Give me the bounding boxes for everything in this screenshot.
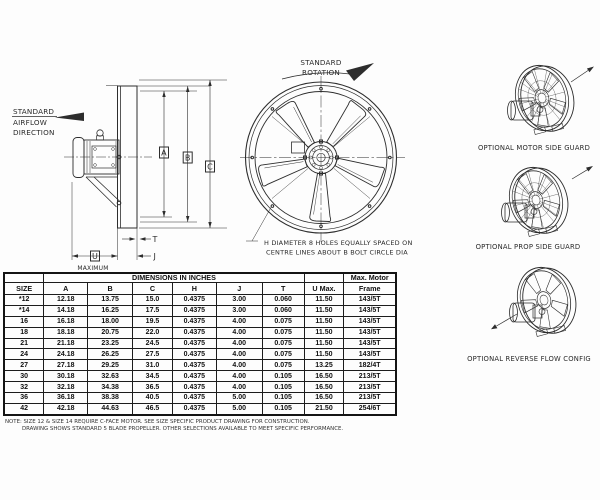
table-cell: 0.4375 [172,327,216,338]
dimension-T [122,235,158,244]
table-cell: 0.060 [262,305,304,316]
table-cell: 5.00 [216,403,262,414]
table-cell: 143/5T [344,338,396,349]
maximum-label: MAXIMUM [77,265,109,272]
table-cell-size: *12 [4,295,44,306]
reverse-flow-label: OPTIONAL REVERSE FLOW CONFIG [467,355,591,363]
table-row [4,338,396,349]
option-motor-side-guard [478,59,594,152]
table-body [4,295,396,415]
col-header-frame: Frame [344,283,396,295]
table-cell: 0.075 [262,360,304,371]
option-reverse-flow [467,261,591,363]
table-row [4,393,396,404]
table-row [4,371,396,382]
table-cell: 42.18 [44,403,88,414]
table-cell: 12.18 [44,295,88,306]
group-header-cell: DIMENSIONS IN INCHES [44,273,304,283]
table-cell: 19.5 [133,316,173,327]
table-cell: 0.075 [262,316,304,327]
col-header-b: B [88,283,133,295]
table-cell: 0.4375 [172,305,216,316]
motor-behind-hub [292,142,305,153]
note-line-2: DRAWING SHOWS STANDARD 5 BLADE PROPELLER. OTHER SELECTIONS AVAILABLE TO MEET SPECIFIC PERFORMANCE. [22,425,344,432]
table-cell: 0.075 [262,349,304,360]
col-header-j: J [216,283,262,295]
table-cell: 0.4375 [172,393,216,404]
table-cell: 4.00 [216,327,262,338]
footnotes [5,419,343,433]
dimension-U [72,251,118,272]
table-cell: 0.105 [262,371,304,382]
rotation-label-line1: STANDARD [300,58,342,67]
table-cell: 254/6T [344,403,396,414]
table-cell-size: 16 [4,316,44,327]
dimension-C [206,80,215,228]
motor-side-silhouette [64,130,152,207]
table-cell: 15.0 [133,295,173,306]
table-corner-cell [4,273,44,283]
table-cell: 182/4T [344,360,396,371]
caption-line2: CENTRE LINES ABOUT B BOLT CIRCLE DIA [266,248,408,257]
table-cell: 11.50 [304,338,344,349]
airflow-direction-label-line2: AIRFLOW [13,118,48,127]
dim-label-T: T [152,235,158,244]
extension-lines [72,80,227,260]
airflow-out-arrow-icon [571,67,594,83]
table-cell: 14.18 [44,305,88,316]
table-cell-size: 21 [4,338,44,349]
col-header-size: SIZE [4,283,44,295]
table-cell: 0.075 [262,327,304,338]
airflow-direction-label-line3: DIRECTION [13,128,55,137]
table-cell: 3.00 [216,305,262,316]
note-line-1: NOTE: SIZE 12 & SIZE 14 REQUIRE C-FACE MOTOR. SEE SIZE SPECIFIC PRODUCT DRAWING FOR CONSTRUCTION. [5,419,310,425]
table-cell-size: 24 [4,349,44,360]
table-cell-size: 27 [4,360,44,371]
prop-guard-label: OPTIONAL PROP SIDE GUARD [475,243,581,251]
table-cell: 0.4375 [172,349,216,360]
table-cell: 0.4375 [172,382,216,393]
table-row [4,316,396,327]
table-cell: 11.50 [304,295,344,306]
col-header-h: H [172,283,216,295]
table-cell: 4.00 [216,316,262,327]
table-cell: 143/5T [344,295,396,306]
table-cell: 26.25 [88,349,133,360]
table-cell: 143/5T [344,305,396,316]
table-cell: 0.075 [262,338,304,349]
table-cell: 0.105 [262,382,304,393]
table-cell: 4.00 [216,382,262,393]
table-cell: 24.5 [133,338,173,349]
table-cell: 44.63 [88,403,133,414]
table-cell: 46.5 [133,403,173,414]
table-cell: 11.50 [304,305,344,316]
table-cell: 4.00 [216,360,262,371]
col-header-u-max: U Max. [304,283,344,295]
table-cell: 30.18 [44,371,88,382]
table-cell: 3.00 [216,295,262,306]
table-cell-size: 30 [4,371,44,382]
table-cell: 31.0 [133,360,173,371]
table-row [4,403,396,414]
col-header-a: A [44,283,88,295]
table-cell-size: 32 [4,382,44,393]
table-cell: 0.4375 [172,295,216,306]
table-cell: 0.105 [262,393,304,404]
table-cell: 213/5T [344,371,396,382]
table-cell: 143/5T [344,327,396,338]
table-cell: 4.00 [216,371,262,382]
dim-label-J: J [153,252,157,261]
table-cell: 36.5 [133,382,173,393]
table-row [4,349,396,360]
table-group-header-row [4,273,396,283]
table-cell: 22.0 [133,327,173,338]
table-cell: 34.5 [133,371,173,382]
table-cell: 24.18 [44,349,88,360]
table-cell-size: *14 [4,305,44,316]
side-view-drawing [12,80,227,272]
table-cell: 29.25 [88,360,133,371]
airflow-direction-label-line1: STANDARD [13,107,55,116]
table-cell-size: 42 [4,403,44,414]
table-column-header-row [4,283,396,295]
table-cell: 11.50 [304,327,344,338]
dim-label-C: C [207,162,213,172]
dim-label-A: A [161,148,167,158]
table-cell: 27.5 [133,349,173,360]
table-cell: 143/5T [344,316,396,327]
table-cell: 13.75 [88,295,133,306]
table-cell-size: 18 [4,327,44,338]
table-cell: 17.5 [133,305,173,316]
dim-label-U: U [91,252,99,261]
table-cell: 40.5 [133,393,173,404]
table-cell: 16.50 [304,393,344,404]
front-view-drawing [240,58,413,257]
eyebolt-icon [97,130,103,136]
dim-label-B: B [184,153,191,163]
table-cell: 0.4375 [172,360,216,371]
table-cell: 11.50 [304,349,344,360]
table-cell: 4.00 [216,338,262,349]
rotation-label-line2: ROTATION [302,68,340,77]
table-row [4,305,396,316]
table-row [4,327,396,338]
dimension-J [137,252,156,261]
table-cell: 0.4375 [172,403,216,414]
table-cell: 18.18 [44,327,88,338]
table-cell: 143/5T [344,349,396,360]
table-cell: 0.105 [262,403,304,414]
table-cell: 16.50 [304,382,344,393]
caption-line1: H DIAMETER 8 HOLES EQUALLY SPACED ON [264,239,413,247]
table-cell-size: 36 [4,393,44,404]
table-cell: 32.18 [44,382,88,393]
table-cell: 34.38 [88,382,133,393]
col-header-t: T [262,283,304,295]
table-cell: 5.00 [216,393,262,404]
table-cell: 16.50 [304,371,344,382]
dimension-A [160,91,169,217]
motor-frame-header-cell: Max. Motor [344,273,396,283]
table-cell: 21.50 [304,403,344,414]
table-row [4,382,396,393]
table-cell: 20.75 [88,327,133,338]
table-cell: 213/5T [344,382,396,393]
table-cell: 0.4375 [172,371,216,382]
table-row [4,360,396,371]
col-header-c: C [133,283,173,295]
dimensions-table [3,272,397,416]
table-cell: 0.060 [262,295,304,306]
table-row [4,295,396,306]
table-cell: 16.18 [44,316,88,327]
table-cell: 16.25 [88,305,133,316]
table-cell: 32.63 [88,371,133,382]
dimension-B [183,86,192,222]
table-cell: 0.4375 [172,316,216,327]
table-cell: 18.00 [88,316,133,327]
table-cell: 4.00 [216,349,262,360]
table-cell: 0.4375 [172,338,216,349]
table-cell: 213/5T [344,393,396,404]
table-cell: 38.38 [88,393,133,404]
table-cell: 13.25 [304,360,344,371]
airflow-out-arrow-icon [572,166,593,179]
option-prop-side-guard [476,161,593,251]
u-spacer-cell [304,273,344,283]
table-cell: 27.18 [44,360,88,371]
table-cell: 23.25 [88,338,133,349]
table-cell: 21.18 [44,338,88,349]
motor-guard-label: OPTIONAL MOTOR SIDE GUARD [477,144,591,152]
table-cell: 36.18 [44,393,88,404]
table-cell: 11.50 [304,316,344,327]
